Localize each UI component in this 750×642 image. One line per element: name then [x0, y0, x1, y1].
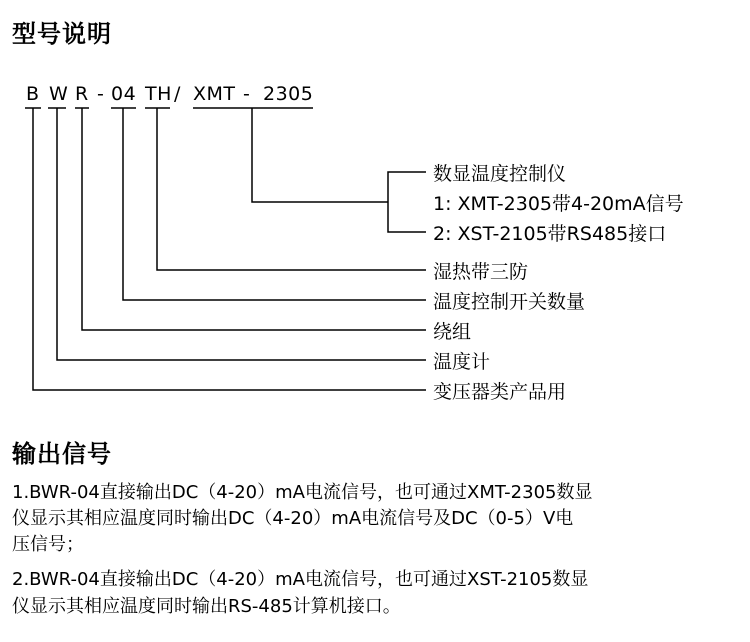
code-dash-2: - — [243, 83, 251, 105]
output-line-1: 1.BWR-04直接输出DC（4-20）mA电流信号，也可通过XMT-2305数显 — [12, 482, 593, 503]
output-line-2: 仪显示其相应温度同时输出DC（4-20）mA电流信号及DC（0-5）V电 — [12, 508, 574, 529]
bracket-options — [388, 172, 426, 232]
label-transformer: 变压器类产品用 — [433, 381, 567, 403]
label-display-controller: 数显温度控制仪 — [433, 163, 567, 185]
label-humidity: 湿热带三防 — [433, 261, 529, 283]
leader-thermometer — [57, 108, 426, 360]
output-line-4: 2.BWR-04直接输出DC（4-20）mA电流信号，也可通过XST-2105数显 — [12, 569, 589, 590]
code-part-04: 04 — [111, 83, 137, 105]
label-switch-count: 温度控制开关数量 — [433, 291, 586, 313]
code-part-xmt: XMT — [193, 83, 236, 105]
leader-display-controller — [252, 108, 388, 202]
code-part-b: B — [26, 83, 40, 105]
code-part-th: TH — [145, 83, 172, 105]
code-dash-1: - — [97, 83, 105, 105]
code-slash: / — [174, 83, 181, 105]
code-part-r: R — [75, 83, 89, 105]
label-option-2: 2: XST-2105带RS485接口 — [433, 223, 667, 245]
leader-humidity — [157, 108, 426, 270]
leader-winding — [82, 108, 426, 330]
leader-switch-count — [123, 108, 426, 300]
output-line-5: 仪显示其相应温度同时输出RS-485计算机接口。 — [12, 596, 401, 617]
label-thermometer: 温度计 — [433, 351, 491, 373]
output-section-title: 输出信号 — [12, 440, 112, 468]
code-part-2305: 2305 — [263, 83, 314, 105]
code-part-w: W — [49, 83, 69, 105]
output-line-3: 压信号； — [12, 534, 84, 555]
label-option-1: 1: XMT-2305带4-20mA信号 — [433, 193, 684, 215]
label-winding: 绕组 — [433, 321, 472, 343]
leader-transformer — [33, 108, 426, 390]
model-section-title: 型号说明 — [12, 20, 112, 48]
